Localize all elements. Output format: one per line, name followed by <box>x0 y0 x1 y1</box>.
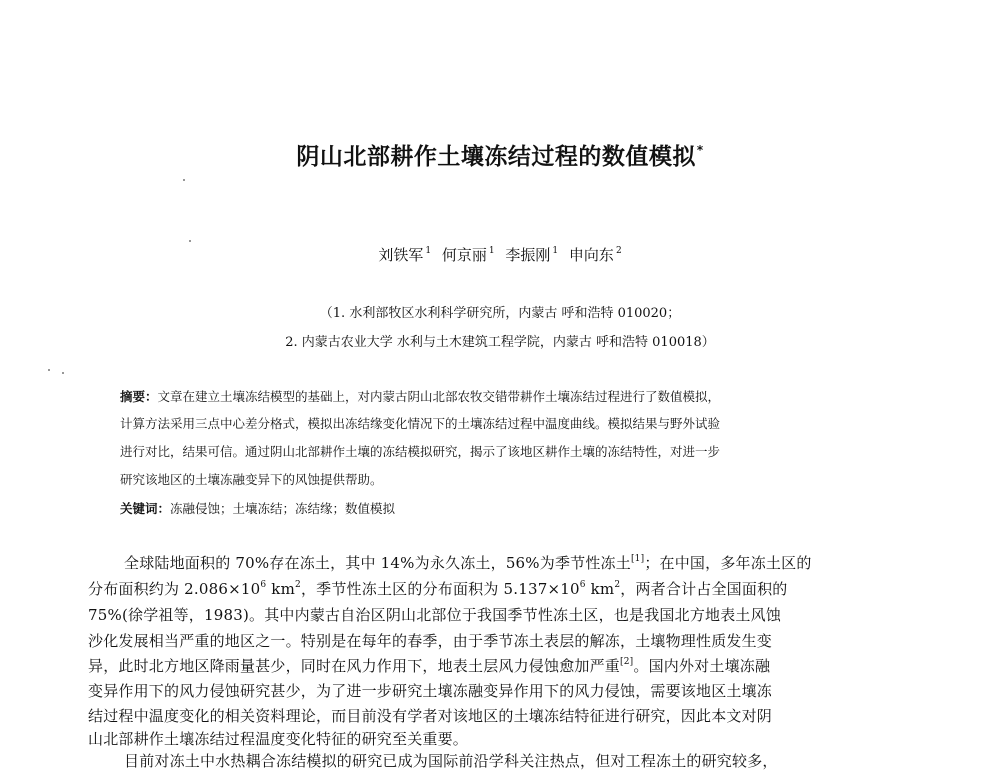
body-paragraph-line: 山北部耕作土壤冻结过程温度变化特征的研究至关重要。 <box>88 730 469 748</box>
body-paragraph-line <box>124 552 908 573</box>
keywords-text: 冻融侵蚀；土壤冻结；冻结缘；数值模拟 <box>170 501 396 516</box>
paper-title <box>0 138 1000 171</box>
body-text: km <box>266 580 295 598</box>
author-affiliation-index: 1 <box>425 246 432 256</box>
exponent: 6 <box>260 580 267 590</box>
abstract-line: 计算方法采用三点中心差分格式，模拟出冻结缘变化情况下的土壤冻结过程中温度曲线。模拟结果与野外试验 <box>120 416 721 431</box>
keywords-line <box>120 499 880 517</box>
body-paragraph-line: 目前对冻土中水热耦合冻结模拟的研究已成为国际前沿学科关注热点，但对工程冻土的研究较多， <box>124 752 778 770</box>
body-text: ，季节性冻土区的分布面积为 5.137×10 <box>300 580 580 598</box>
body-paragraph-line: 沙化发展相当严重的地区之一。特别是在每年的春季，由于季节冻土表层的解冻，土壤物理性质发生变 <box>88 632 773 650</box>
scan-speck <box>48 369 50 371</box>
affiliation-2: 2. 内蒙古农业大学 水利与土木建筑工程学院，内蒙古 呼和浩特 010018） <box>285 335 715 350</box>
reference-marker: [2] <box>620 657 634 667</box>
body-paragraph-line <box>88 578 908 599</box>
unit-exponent: 2 <box>295 580 301 590</box>
abstract-text: 文章在建立土壤冻结模型的基础上，对内蒙古阴山北部农牧交错带耕作土壤冻结过程进行了数值模拟， <box>157 389 721 404</box>
author-affiliation-index: 1 <box>488 246 495 256</box>
author <box>378 246 431 264</box>
body-text: ，两者合计占全国面积的 <box>620 580 788 598</box>
scan-speck <box>62 372 64 374</box>
body-text: 异，此时北方地区降雨量甚少，同时在风力作用下，地表土层风力侵蚀愈加严重 <box>88 657 621 675</box>
body-paragraph-line <box>88 655 908 676</box>
scan-speck <box>189 240 191 242</box>
author <box>505 246 558 264</box>
abstract-line: 研究该地区的土壤冻融变异下的风蚀提供帮助。 <box>120 472 383 487</box>
body-paragraph-line: 75%(徐学祖等，1983)。其中内蒙古自治区阴山北部位于我国季节性冻土区，也是我国北方地表土风蚀 <box>88 606 782 624</box>
abstract-line <box>120 387 880 405</box>
author-affiliation-index: 1 <box>552 246 559 256</box>
title-text: 阴山北部耕作土壤冻结过程的数值模拟 <box>296 144 696 170</box>
author <box>569 246 622 264</box>
abstract-line: 进行对比，结果可信。通过阴山北部耕作土壤的冻结模拟研究，揭示了该地区耕作土壤的冻结特性，对进一步 <box>120 444 721 459</box>
reference-marker: [1] <box>630 554 645 564</box>
body-text: 全球陆地面积的 70%存在冻土，其中 14%为永久冻土，56%为季节性冻土 <box>124 554 631 572</box>
affiliation-1: （1. 水利部牧区水利科学研究所，内蒙古 呼和浩特 010020； <box>319 306 681 321</box>
author <box>442 246 495 264</box>
author-name: 申向东 <box>568 246 614 264</box>
author-name: 李振刚 <box>505 246 551 264</box>
title-footnote-marker: * <box>696 143 704 157</box>
author-name: 何京丽 <box>441 246 487 264</box>
keywords-label: 关键词： <box>120 501 171 516</box>
author-list <box>0 244 1000 265</box>
author-affiliation-index: 2 <box>615 246 622 256</box>
unit-exponent: 2 <box>614 580 621 590</box>
body-text: ；在中国，多年冻土区的 <box>644 554 812 572</box>
body-text: 。国内外对土壤冻融 <box>633 657 771 675</box>
abstract-label: 摘要： <box>120 389 158 404</box>
exponent: 6 <box>579 580 586 590</box>
body-text: 分布面积约为 2.086×10 <box>88 580 261 598</box>
body-text: km <box>585 580 615 598</box>
author-name: 刘铁军 <box>378 246 424 264</box>
scan-speck <box>183 179 185 181</box>
body-paragraph-line: 变异作用下的风力侵蚀研究甚少，为了进一步研究土壤冻融变异作用下的风力侵蚀，需要该地区土壤冻 <box>88 682 773 700</box>
body-paragraph-line: 结过程中温度变化的相关资料理论，而目前没有学者对该地区的土壤冻结特征进行研究，因此本文对阴 <box>88 707 773 725</box>
